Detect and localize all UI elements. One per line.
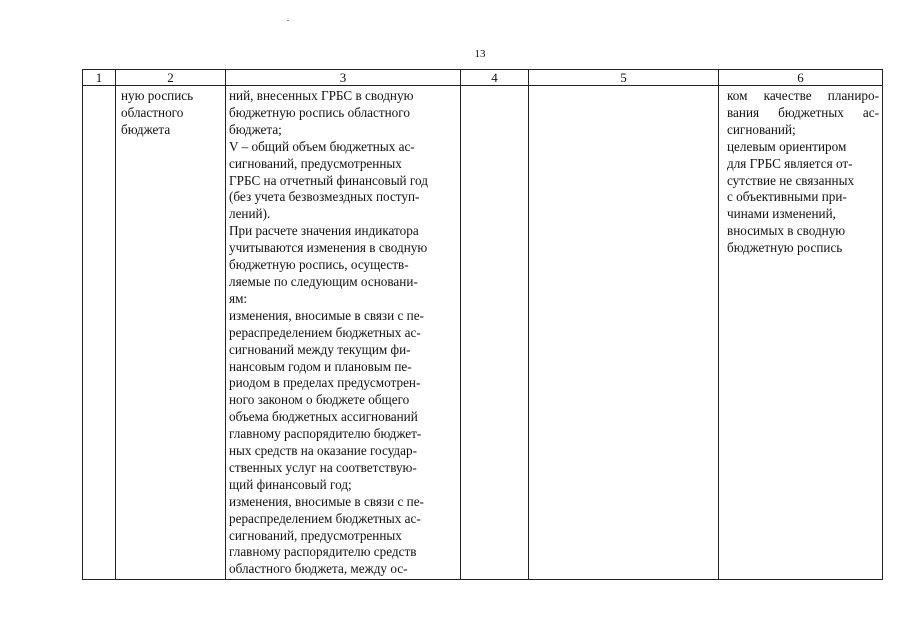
cell-col1 (83, 86, 116, 580)
text-line: V – общий объем бюджетных ас- (229, 138, 415, 154)
page-number: 13 (474, 48, 486, 60)
text-line: При расчете значения индикатора (229, 223, 419, 239)
text-line: ную роспись (121, 88, 194, 103)
text-line: главному распорядителю средств (229, 544, 417, 560)
text-line: сигнований, предусмотренных (229, 527, 402, 543)
text-line: ляемые по следующим основани- (229, 273, 418, 289)
scan-speck (287, 20, 289, 21)
text-line: щий финансовый год; (229, 476, 352, 492)
column-header-2: 2 (116, 70, 226, 86)
text-line: сигнований; (727, 121, 796, 137)
text-line: объема бюджетных ассигнований (229, 409, 418, 425)
document-table (82, 69, 883, 580)
column-header-5: 5 (529, 70, 719, 86)
text-line: бюджетную роспись, осуществ- (229, 257, 409, 273)
table-header-row (83, 70, 883, 86)
text-line: лений). (229, 206, 271, 222)
text-line: ственных услуг на соответствую- (229, 459, 417, 475)
text-line: ных средств на оказание государ- (229, 443, 417, 459)
text-line: нансовым годом и плановым пе- (229, 358, 412, 374)
text-line: ного законом о бюджете общего (229, 392, 410, 408)
text-line: сигнований, предусмотренных (229, 155, 402, 171)
text-line: с объективными при- (727, 189, 847, 205)
text-line: ям: (229, 290, 248, 306)
cell-col5 (529, 86, 719, 580)
text-line: областного (121, 104, 184, 120)
text-line: рераспределением бюджетных ас- (229, 324, 421, 340)
table-row (83, 86, 883, 580)
text-line: учитываются изменения в сводную (229, 240, 428, 256)
text-line: областного бюджета, между ос- (229, 561, 408, 577)
text-line: изменения, вносимые в связи с пе- (229, 493, 424, 509)
cell-col6 (719, 86, 883, 580)
text-line: ГРБС на отчетный финансовый год (229, 172, 428, 188)
text-line: вания бюджетных ас- (727, 104, 879, 120)
cell-col2 (116, 86, 226, 580)
column-header-1: 1 (83, 70, 116, 86)
text-line: (без учета безвозмездных поступ- (229, 189, 420, 205)
text-line: бюджетную роспись областного (229, 104, 410, 120)
text-line: риодом в пределах предусмотрен- (229, 375, 421, 391)
column-header-6: 6 (719, 70, 883, 86)
text-line: главному распорядителю бюджет- (229, 426, 422, 442)
text-line: чинами изменений, (727, 206, 836, 222)
text-line: ком качестве планиро- (727, 88, 879, 103)
cell-col4 (461, 86, 529, 580)
text-line: бюджета (121, 121, 171, 137)
cell-col3 (226, 86, 461, 580)
text-line: сутствие не связанных (727, 172, 855, 188)
column-header-4: 4 (461, 70, 529, 86)
text-line: изменения, вносимые в связи с пе- (229, 307, 424, 323)
text-line: для ГРБС является от- (727, 155, 853, 171)
column-header-3: 3 (226, 70, 461, 86)
text-line: целевым ориентиром (727, 138, 847, 154)
text-line: ний, внесенных ГРБС в сводную (229, 88, 414, 103)
text-line: бюджета; (229, 121, 282, 137)
text-line: сигнований между текущим фи- (229, 341, 411, 357)
text-line: бюджетную роспись (727, 240, 843, 256)
text-line: вносимых в сводную (727, 223, 846, 239)
text-line: рераспределением бюджетных ас- (229, 510, 421, 526)
